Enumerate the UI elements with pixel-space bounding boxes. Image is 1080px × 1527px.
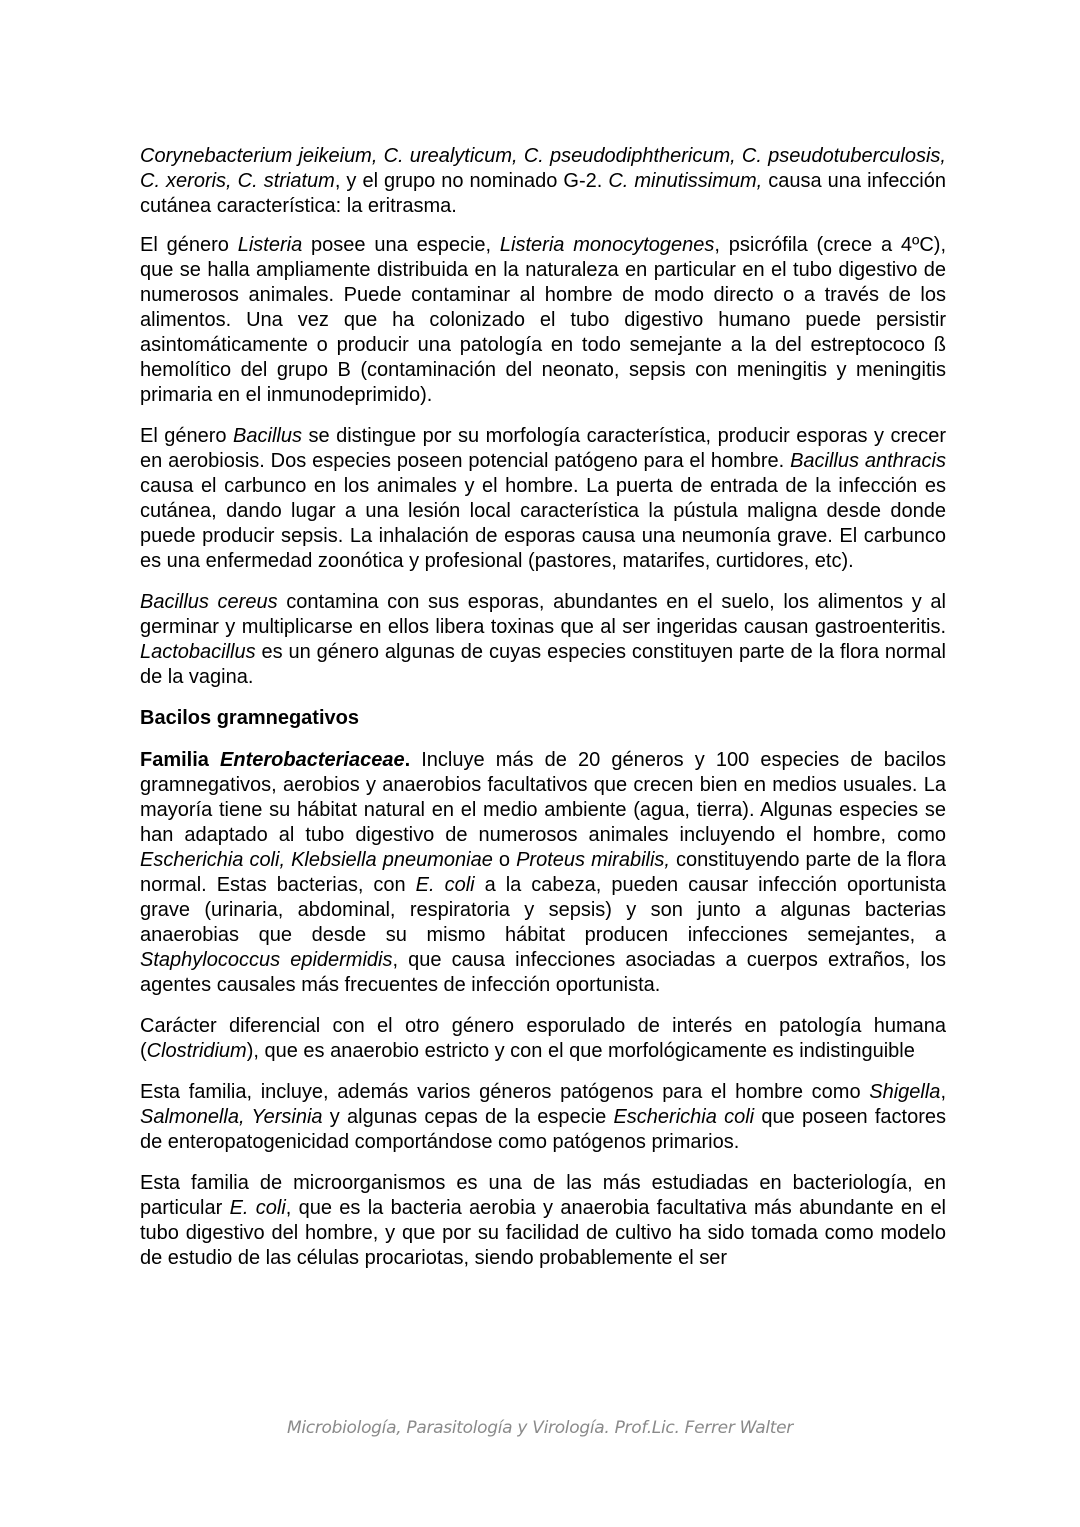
paragraph-bacillus-cereus	[140, 590, 946, 690]
text-span: ,	[940, 1081, 946, 1103]
genus-name: Shigella	[869, 1081, 941, 1103]
species-name: E. coli	[415, 874, 475, 896]
text-span: Esta familia, incluye, además varios géneros patógenos para el hombre como	[140, 1081, 870, 1103]
species-name: Bacillus anthracis	[790, 450, 947, 472]
text-span: .	[404, 749, 411, 771]
document-body	[140, 144, 946, 1287]
text-span: Esta familia de microorganismos es una de las más estudiadas en bacteriología, en particular	[140, 1172, 946, 1219]
species-name: E. coli	[229, 1197, 286, 1219]
species-name: Staphylococcus epidermidis	[140, 949, 393, 971]
text-span: , que es la bacteria aerobia y anaerobia facultativa más abundante en el tubo digestivo del hombre, y que por su facilidad de cultivo ha sido tomada como modelo de estudio de las células procariotas, siendo probablemente el ser	[140, 1197, 947, 1269]
genus-name: Clostridium	[146, 1040, 247, 1062]
text-span: contamina con sus esporas, abundantes en el suelo, los alimentos y al germinar y multiplicarse en ellos libera toxinas que al ser ingeridas causan gastroenteritis.	[140, 591, 947, 638]
paragraph-clostridium	[140, 1014, 946, 1064]
species-name: Bacillus cereus	[140, 591, 278, 613]
text-span: posee una especie,	[302, 234, 500, 256]
species-name: Listeria monocytogenes	[499, 234, 715, 256]
family-name: Enterobacteriaceae	[220, 749, 405, 771]
text-span: ), que es anaerobio estricto y con el que morfológicamente es indistinguible	[246, 1040, 915, 1062]
genus-name: Listeria	[237, 234, 303, 256]
text-span: constituyendo parte de la flora normal. Estas bacterias, con	[140, 849, 946, 896]
paragraph-listeria	[140, 233, 946, 408]
species-name: Escherichia coli	[613, 1106, 755, 1128]
paragraph-corynebacterium	[140, 144, 946, 219]
genus-name: Salmonella, Yersinia	[140, 1106, 323, 1128]
species-name: C. minutissimum,	[608, 170, 763, 192]
paragraph-bacillus	[140, 424, 946, 574]
page-footer: Microbiología, Parasitología y Virología. Prof.Lic. Ferrer Walter	[287, 1418, 793, 1438]
paragraph-pathogenic-genera	[140, 1080, 946, 1155]
text-span: se distingue por su morfología característica, producir esporas y crecer en aerobiosis. Dos especies poseen potencial patógeno para el hombre.	[140, 425, 947, 472]
text-span: causa el carbunco en los animales y el hombre. La puerta de entrada de la infección es cutánea, dando lugar a una lesión local característica la pústula maligna desde donde puede producir sepsis. La inhalación de esporas causa una neumonía grave. El carbunco es una enfermedad zoonótica y profesional (pastores, matarifes, curtidores, etc).	[140, 475, 946, 572]
text-span: y algunas cepas de la especie	[322, 1106, 614, 1128]
text-span: que poseen factores de enteropatogenicidad comportándose como patógenos primarios.	[140, 1106, 946, 1153]
text-span: , que causa infecciones asociadas a cuerpos extraños, los agentes causales más frecuentes de infección oportunista.	[140, 949, 946, 996]
text-span: o	[492, 849, 517, 871]
text-span: Carácter diferencial con el otro género esporulado de interés en patología humana (	[140, 1015, 946, 1062]
text-span: , psicrófila (crece a 4ºC), que se halla ampliamente distribuida en la naturaleza en particular en el tubo digestivo de numerosos animales. Puede contaminar al hombre de modo directo o a través de los alimentos. Una vez que ha colonizado el tubo digestivo humano puede persistir asintomáticamente o producir una patología en todo semejante a la del estreptococo ß hemolítico del grupo B (contaminación del neonato, sepsis con meningitis y meningitis primaria en el inmunodeprimido).	[140, 234, 947, 406]
family-label: Familia	[140, 749, 221, 771]
species-list: Corynebacterium jeikeium, C. urealyticum, C. pseudodiphthericum, C. pseudotuberculosis, C. xeroris, C. striatum	[140, 145, 946, 192]
genus-name: Lactobacillus	[140, 641, 256, 663]
species-name: Proteus mirabilis,	[516, 849, 670, 871]
paragraph-enterobacteriaceae	[140, 748, 946, 998]
species-name: Escherichia coli, Klebsiella pneumoniae	[140, 849, 493, 871]
text-span: causa una infección cutánea característica: la eritrasma.	[140, 170, 946, 217]
text-span: es un género algunas de cuyas especies constituyen parte de la flora normal de la vagina.	[140, 641, 946, 688]
text-span: El género	[140, 234, 238, 256]
section-heading: Bacilos gramnegativos	[140, 707, 359, 729]
paragraph-ecoli-model	[140, 1171, 946, 1271]
genus-name: Bacillus	[233, 425, 302, 447]
text-span: El género	[140, 425, 234, 447]
text-span: , y el grupo no nominado G-2.	[334, 170, 609, 192]
text-span: Incluye más de 20 géneros y 100 especies de bacilos gramnegativos, aerobios y anaerobios facultativos que crecen bien en medios usuales. La mayoría tiene su hábitat natural en el medio ambiente (agua, tierra). Algunas especies se han adaptado al tubo digestivo de numerosos animales incluyendo el hombre, como	[140, 749, 946, 846]
text-span: a la cabeza, pueden causar infección oportunista grave (urinaria, abdominal, respiratoria y sepsis) y son junto a algunas bacterias anaerobias que desde su mismo hábitat producen infecciones semejantes, a	[140, 874, 947, 946]
